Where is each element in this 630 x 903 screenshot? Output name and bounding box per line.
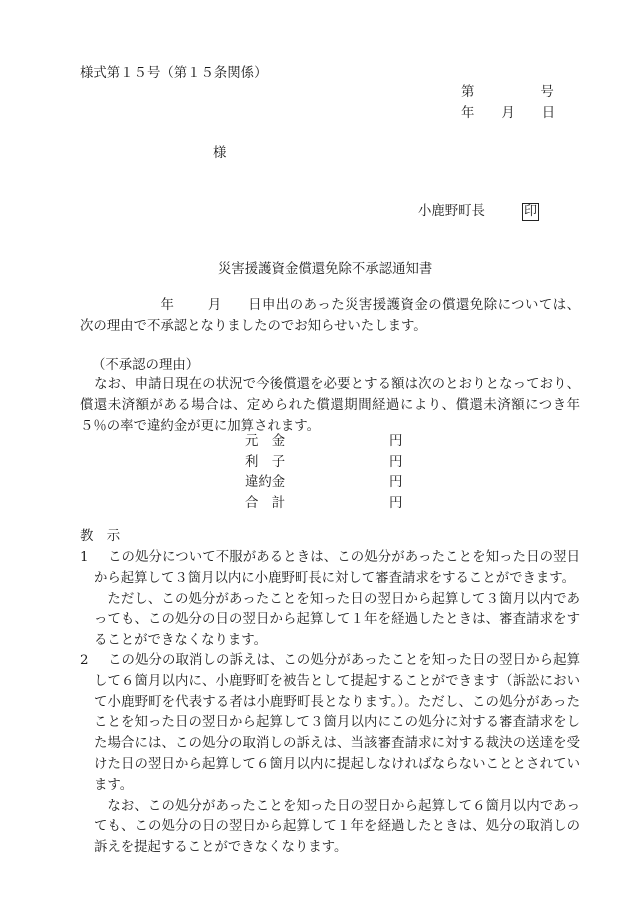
instruction-paragraph: この処分について不服があるときは、この処分があったことを知った日の翌日から起算して３箇月以内に小鹿野町長に対して審査請求をすることができます。 [94,550,580,586]
intro-month: 月 [207,298,222,313]
seal-mark: 印 [523,204,537,219]
intro-paragraph [80,296,580,338]
amount-list [245,434,405,516]
instruction-item-1 [80,548,580,652]
instruction-paragraph: なお、この処分があったことを知った日の翌日から起算して６箇月以内であっても、この処分の日の翌日から起算して１年を経過したときは、処分の取消しの訴えを提起することができなくなります。 [94,798,580,856]
document-title: 災害援護資金償還免除不承認通知書 [218,262,433,277]
amount-row [245,455,405,476]
reason-heading: （不承認の理由） [92,358,200,373]
form-label: 様式第１５号（第１５条関係） [80,66,268,81]
document-number [461,85,554,101]
instruction-paragraph: ただし、この処分があったことを知った日の翌日から起算して３箇月以内であっても、この処分の日の翌日から起算して１年を経過したときは、審査請求をすることができなくなります。 [94,591,580,649]
intro-year: 年 [160,298,175,313]
reason-text: なお、申請日現在の状況で今後償還を必要とする額は次のとおりとなっており、償還未済額がある場合は、定められた償還期間経過により、償還未済額につき年５％の率で違約金が更に加算されます。 [80,377,580,434]
amount-row [245,434,405,455]
amount-label: 合 計 [245,495,286,511]
instruction-paragraph: この処分の取消しの訴えは、この処分があったことを知った日の翌日から起算して６箇月以内に、小鹿野町を被告として提起することができます（訴訟において小鹿野町を代表する者は小鹿野町長となります。）。ただし、この処分があったことを知った日の翌日から起算して３箇月以内にこの処分に対する審査請求をした場合には、この処分の取消しの訴えは、当該審査請求に対する裁決の送達を受けた日の翌日から起算して６箇月以内に提起しなければならないこととされています。 [94,653,580,793]
instructions-heading: 教 示 [80,529,121,544]
date-year: 年 [461,106,475,121]
instruction-item-2 [80,651,580,859]
amount-unit: 円 [389,475,403,491]
amount-row [245,496,405,517]
amount-label: 元 金 [245,434,286,449]
intro-text: 日申出のあった災害援護資金の償還免除については、次の理由で不承認となりましたのでお知らせいたします。 [80,298,581,334]
amount-label: 利 子 [245,454,286,470]
document-number-go: 号 [540,85,554,100]
instruction-number: 1 [80,550,89,565]
amount-label: 違約金 [245,475,286,491]
document-date [461,106,555,122]
document-number-dai: 第 [461,85,475,100]
date-month: 月 [501,106,515,121]
issuer [418,203,539,221]
amount-unit: 円 [389,434,403,449]
amount-unit: 円 [389,495,403,511]
date-day: 日 [541,106,556,121]
instruction-number: 2 [80,653,89,668]
amount-unit: 円 [389,454,403,470]
amount-row [245,475,405,496]
addressee-suffix: 様 [213,146,227,161]
issuer-title: 小鹿野町長 [418,204,485,219]
